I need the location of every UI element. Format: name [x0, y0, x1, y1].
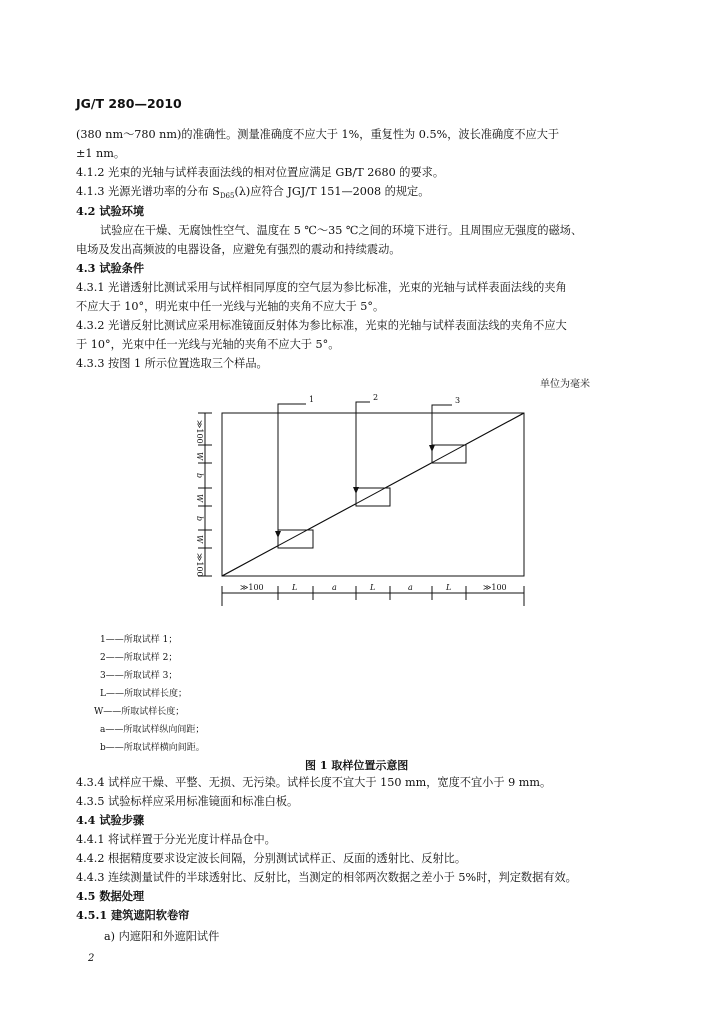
legend-item-a: a——所取试样纵向间距； [100, 725, 205, 735]
dim-bottom-4: a [408, 583, 413, 592]
sample-box-1 [278, 530, 313, 548]
legend-item-b: b——所取试样横向间距。 [100, 743, 205, 753]
paragraph-line: 4.4.2 根据精度要求设定波长间隔，分别测试试样正、反面的透射比、反射比。 [76, 852, 467, 865]
section-heading: 4.5.1 建筑遮阳软卷帘 [76, 908, 190, 922]
paragraph-line: 4.3.5 试验标样应采用标准镜面和标准白板。 [76, 795, 299, 808]
callout-leader-2 [356, 402, 370, 494]
section-heading: 4.4 试验步骤 [76, 813, 145, 827]
dim-left-6: ≫100 [195, 420, 204, 444]
sample-box-2 [356, 488, 390, 506]
legend-item-2: 2——所取试样 2； [100, 653, 178, 663]
legend-item-1: 1——所取试样 1； [100, 635, 178, 645]
paragraph-line: 4.1.3 光源光谱功率的分布 $S_{D65}(\lambda)$应符合 JGJ/T 151—2008 的规定。 [76, 185, 430, 201]
dim-bottom-5: L [446, 583, 452, 592]
callout-leader-1 [278, 404, 306, 538]
legend-item-W: W——所取试样长度； [94, 707, 185, 717]
dim-bottom-6: ≫100 [483, 583, 507, 592]
paragraph-line: 4.3.2 光谱反射比测试应采用标准镜面反射体为参比标准，光束的光轴与试样表面法线的夹角不应大 [76, 319, 567, 332]
dim-bottom-1: L [292, 583, 298, 592]
legend-item-3: 3——所取试样 3； [100, 671, 178, 681]
dim-bottom-0: ≫100 [240, 583, 264, 592]
paragraph-line: 4.3.3 按图 1 所示位置选取三个样品。 [76, 357, 268, 370]
sampling-diagram [180, 390, 540, 610]
diagonal-line-top [222, 413, 524, 576]
page-number: 2 [88, 953, 95, 964]
paragraph-line: 4.1.2 光束的光轴与试样表面法线的相对位置应满足 GB/T 2680 的要求。 [76, 166, 445, 179]
callout-label-2: 2 [373, 393, 379, 402]
figure-caption: 图 1 取样位置示意图 [305, 759, 409, 772]
paragraph-line: 4.4.1 将试样置于分光光度计样品仓中。 [76, 833, 276, 846]
dim-bottom-3: L [370, 583, 376, 592]
unit-note: 单位为毫米 [540, 379, 590, 390]
dim-left-5: W [195, 452, 204, 461]
paragraph-line: a) 内遮阳和外遮阳试件 [104, 930, 220, 943]
legend-item-L: L——所取试样长度； [100, 689, 187, 699]
dim-left-4: b [195, 473, 204, 479]
paragraph-line: 4.4.3 连续测量试件的半球透射比、反射比，当测定的相邻两次数据之差小于 5%时，判定数据有效。 [76, 871, 577, 884]
dim-bottom-2: a [332, 583, 337, 592]
paragraph-line: 4.3.4 试样应干燥、平整、无损、无污染。试样长度不宜大于 150 mm，宽度不宜小于 9 mm。 [76, 776, 552, 789]
paragraph-line: ±1 nm。 [76, 147, 126, 160]
paragraph-line: 不应大于 10°，明光束中任一光线与光轴的夹角不应大于 5°。 [76, 300, 385, 313]
dim-left-2: b [195, 516, 204, 522]
callout-label-3: 3 [455, 396, 461, 405]
dim-left-3: W [195, 494, 204, 503]
paragraph-line: 电场及发出高频波的电器设备，应避免有强烈的震动和持续震动。 [76, 243, 401, 256]
section-heading: 4.2 试验环境 [76, 204, 145, 218]
section-heading: 4.3 试验条件 [76, 261, 145, 275]
paragraph-line: (380 nm～780 nm)的准确性。测量准确度不应大于 1%，重复性为 0.5%，波长准确度不应大于 [76, 128, 560, 141]
dim-left-1: W [195, 535, 204, 544]
dim-left-0: ≫100 [195, 553, 204, 577]
document-header: JG/T 280—2010 [76, 96, 182, 111]
callout-label-1: 1 [309, 395, 315, 404]
paragraph-line: 试验应在干燥、无腐蚀性空气、温度在 5 ℃～35 ℃之间的环境下进行。且周围应无强度的磁场、 [100, 224, 583, 237]
paragraph-line: 4.3.1 光谱透射比测试采用与试样相同厚度的空气层为参比标准，光束的光轴与试样表面法线的夹角 [76, 281, 567, 294]
section-heading: 4.5 数据处理 [76, 889, 145, 903]
paragraph-line: 于 10°，光束中任一光线与光轴的夹角不应大于 5°。 [76, 338, 340, 351]
